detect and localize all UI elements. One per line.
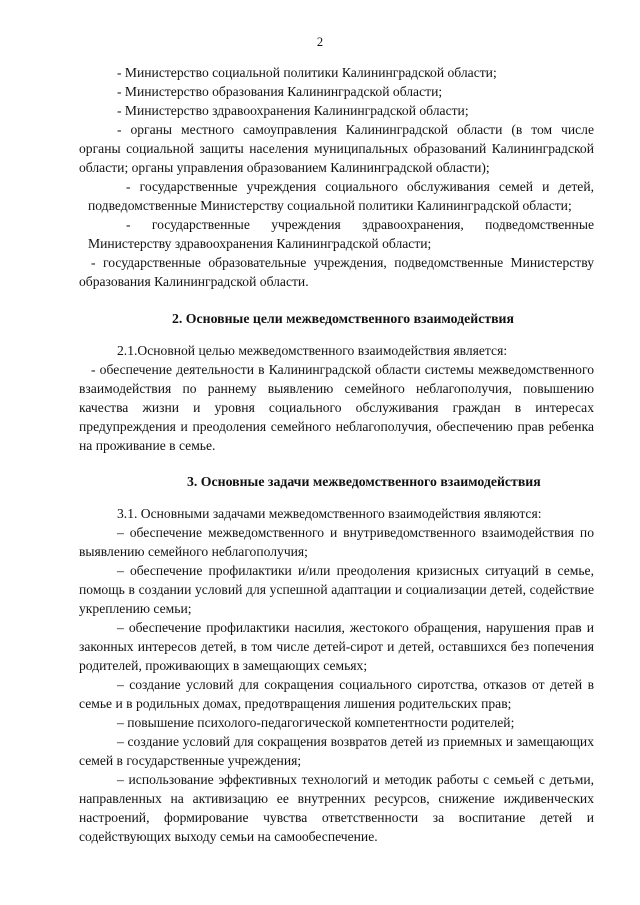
document-body (79, 63, 594, 846)
section-3-item: – обеспечение межведомственного и внутриведомственного взаимодействия по выявлению семейного неблагополучия; (79, 525, 594, 559)
section-3-item: – повышение психолого-педагогической компетентности родителей; (117, 715, 515, 730)
page-number: 2 (316, 35, 324, 49)
section-2-heading: 2. Основные цели межведомственного взаимодействия (172, 311, 514, 326)
section-2-item: - обеспечение деятельности в Калининградской области системы межведомственного взаимодействия по раннему выявлению семейного неблагополучия, повышению качества жизни и уровня социального обслуживания граждан в интересах предупреждения и преодоления семейного неблагополучия, обеспечению прав ребенка на проживание в семье. (79, 362, 594, 453)
section-2-intro: 2.1.Основной целью межведомственного взаимодействия является: (117, 343, 508, 358)
list-item: - Министерство социальной политики Калининградской области; (117, 65, 497, 80)
section-3-heading: 3. Основные задачи межведомственного взаимодействия (187, 474, 541, 489)
list-item: - органы местного самоуправления Калининградской области (в том числе органы социальной защиты населения муниципальных образований Калининградской области; органы управления образованием Калининградской области); (79, 122, 594, 175)
section-3-item: – создание условий для сокращения возвратов детей из приемных и замещающих семей в государственные учреждения; (79, 734, 594, 768)
list-item: - государственные учреждения социального обслуживания семей и детей, подведомственные Министерству социальной политики Калининградской области; (88, 179, 594, 213)
section-3-intro: 3.1. Основными задачами межведомственного взаимодействия являются: (117, 506, 542, 521)
list-item: - государственные учреждения здравоохранения, подведомственные Министерству здравоохранения Калининградской области; (88, 217, 594, 251)
section-3-item: – создание условий для сокращения социального сиротства, отказов от детей в семье и в родильных домах, предотвращения лишения родительских прав; (79, 677, 594, 711)
section-3-item: – использование эффективных технологий и методик работы с семьей с детьми, направленных на активизацию ее внутренних ресурсов, снижение иждивенческих настроений, формирование чувства ответственности за воспитание детей и содействующих выходу семьи на самообеспечение. (79, 772, 594, 844)
list-item: - Министерство здравоохранения Калининградской области; (117, 103, 469, 118)
list-item: - государственные образовательные учреждения, подведомственные Министерству образования Калининградской области. (79, 255, 594, 289)
list-item: - Министерство образования Калининградской области; (117, 84, 443, 99)
section-3-item: – обеспечение профилактики и/или преодоления кризисных ситуаций в семье, помощь в создании условий для успешной адаптации и социализации детей, содействие укреплению семьи; (79, 563, 594, 616)
section-3-item: – обеспечение профилактики насилия, жестокого обращения, нарушения прав и законных интересов детей, в том числе детей-сирот и детей, оставшихся без попечения родителей, проживающих в замещающих семьях; (79, 620, 594, 673)
